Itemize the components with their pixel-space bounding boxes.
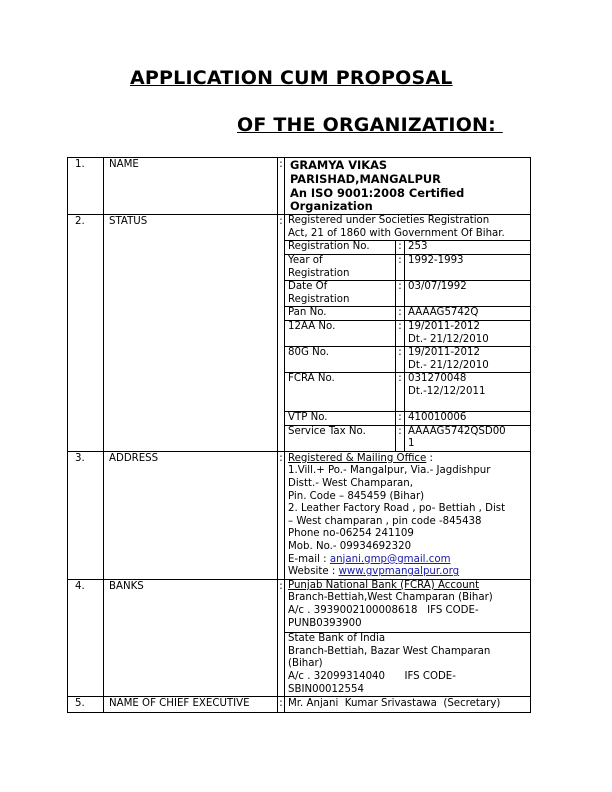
detail-value: AAAAG5742QSD00: [408, 425, 506, 437]
detail-colon: :: [396, 425, 405, 451]
detail-colon: :: [396, 373, 405, 412]
detail-label: Date Of: [288, 281, 328, 293]
address-line: 1.Vill.+ Po.- Mangalpur, Via.- Jagdishpur: [288, 465, 491, 477]
row-colon: :: [278, 158, 285, 215]
bank-line: (Bihar): [288, 658, 323, 670]
row-number: 3.: [68, 451, 104, 579]
detail-value: Dt.- 21/12/2010: [408, 359, 489, 371]
bank-line: Branch-Bettiah,West Champaran (Bihar): [288, 592, 493, 604]
detail-value: 19/2011-2012: [408, 320, 480, 332]
address-line: Distt.- West Champaran,: [288, 478, 413, 490]
row-address: [68, 451, 531, 579]
website-label: Website :: [288, 566, 339, 578]
detail-pan-no: [285, 307, 530, 321]
detail-value: 19/2011-2012: [408, 347, 480, 359]
detail-value: 031270048: [408, 373, 467, 385]
detail-label: Registration: [288, 267, 350, 279]
address-line: – West champaran , pin code -845438: [288, 515, 482, 527]
bank-line: SBIN00012554: [288, 683, 364, 695]
bank-line: Branch-Bettiah, Bazar West Champaran: [288, 645, 491, 657]
row-name: [68, 158, 531, 215]
row-number: 1.: [68, 158, 104, 215]
detail-label: FCRA No.: [288, 373, 335, 385]
email-line: [288, 554, 527, 567]
detail-date-of-registration: [285, 281, 530, 307]
bank-sbi: [285, 633, 530, 696]
detail-colon: :: [396, 347, 405, 373]
detail-80g-no: [285, 347, 530, 373]
detail-value: AAAAG5742Q: [408, 307, 479, 319]
bank-line: A/c . 32099314040 IFS CODE-: [288, 670, 456, 682]
bank-table: [285, 580, 530, 696]
bank-pnb: [285, 580, 530, 633]
detail-year-of-registration: [285, 254, 530, 280]
bank-heading: Punjab National Bank (FCRA) Account: [288, 579, 480, 591]
detail-label: Service Tax No.: [288, 425, 366, 437]
name-line: PARISHAD,MANGALPUR: [290, 171, 441, 186]
row-label: NAME: [104, 158, 278, 215]
row-number: 2.: [68, 215, 104, 452]
email-label: E-mail :: [288, 553, 330, 565]
bank-line: A/c . 3939002100008618 IFS CODE-: [288, 605, 479, 616]
row-colon: :: [278, 451, 285, 579]
website-link[interactable]: www.gvpmangalpur.org: [338, 566, 460, 578]
organization-table: [67, 157, 531, 713]
detail-label: Year of: [288, 254, 323, 266]
detail-value: Dt.- 21/12/2010: [408, 333, 489, 345]
website-line: [288, 566, 527, 579]
row-chief-executive: [68, 697, 531, 713]
detail-colon: :: [396, 412, 405, 426]
detail-12aa-no: [285, 320, 530, 346]
detail-colon: :: [396, 320, 405, 346]
detail-label: Registration: [288, 293, 350, 305]
organization-name: [285, 158, 531, 215]
address-line: 2. Leather Factory Road , po- Bettiah , Dist: [288, 503, 506, 515]
address-line: Mob. No.- 09934692320: [288, 541, 412, 553]
address-heading-text: Registered & Mailing Office: [288, 452, 427, 464]
detail-colon: :: [396, 241, 405, 255]
detail-colon: :: [396, 307, 405, 321]
detail-label: Registration No.: [288, 241, 370, 253]
address-line: Pin. Code – 845459 (Bihar): [288, 490, 425, 502]
detail-label: Pan No.: [288, 307, 327, 319]
detail-colon: :: [396, 254, 405, 280]
bank-line: PUNB0393900: [288, 617, 362, 629]
row-label: STATUS: [104, 215, 278, 452]
detail-fcra-no: [285, 373, 530, 412]
address-heading: [288, 453, 527, 466]
row-colon: :: [278, 579, 285, 696]
status-line: Act, 21 of 1860 with Government Of Bihar.: [288, 227, 505, 239]
bank-details: [285, 579, 531, 696]
detail-vtp-no: [285, 412, 530, 426]
status-details: [285, 215, 531, 452]
detail-value: 253: [408, 241, 428, 253]
detail-value: 1992-1993: [408, 254, 464, 266]
status-line: Registered under Societies Registration: [288, 215, 490, 227]
detail-colon: :: [396, 281, 405, 307]
row-label: BANKS: [104, 579, 278, 696]
detail-value: 1: [408, 438, 415, 450]
row-status: [68, 215, 531, 452]
detail-value: 410010006: [408, 412, 467, 424]
detail-value: 03/07/1992: [408, 281, 467, 293]
row-number: 4.: [68, 579, 104, 696]
address-details: [285, 451, 531, 579]
detail-label: 12AA No.: [288, 320, 336, 332]
detail-service-tax-no: [285, 425, 530, 451]
row-number: 5.: [68, 697, 104, 713]
row-colon: :: [278, 215, 285, 452]
registration-table: [285, 215, 530, 451]
name-line: An ISO 9001:2008 Certified: [290, 185, 465, 200]
status-description: [285, 215, 530, 241]
detail-registration-no: [285, 241, 530, 255]
row-banks: [68, 579, 531, 696]
address-line: Phone no-06254 241109: [288, 528, 414, 540]
document-title: APPLICATION CUM PROPOSAL: [130, 67, 453, 89]
document-subtitle: OF THE ORGANIZATION:: [237, 114, 503, 136]
email-link[interactable]: anjani.gmp@gmail.com: [329, 553, 451, 565]
row-label: ADDRESS: [104, 451, 278, 579]
address-heading-suffix: :: [426, 452, 433, 464]
name-line: GRAMYA VIKAS: [290, 158, 388, 172]
row-colon: :: [278, 697, 285, 713]
row-label: NAME OF CHIEF EXECUTIVE: [104, 697, 278, 713]
detail-label: VTP No.: [288, 412, 328, 424]
bank-line: State Bank of India: [288, 633, 386, 645]
detail-label: 80G No.: [288, 347, 330, 359]
detail-value: Dt.-12/12/2011: [408, 385, 486, 397]
spacer: [408, 399, 527, 412]
name-line: Organization: [290, 199, 373, 214]
chief-executive-name: Mr. Anjani Kumar Srivastawa (Secretary): [285, 697, 531, 713]
